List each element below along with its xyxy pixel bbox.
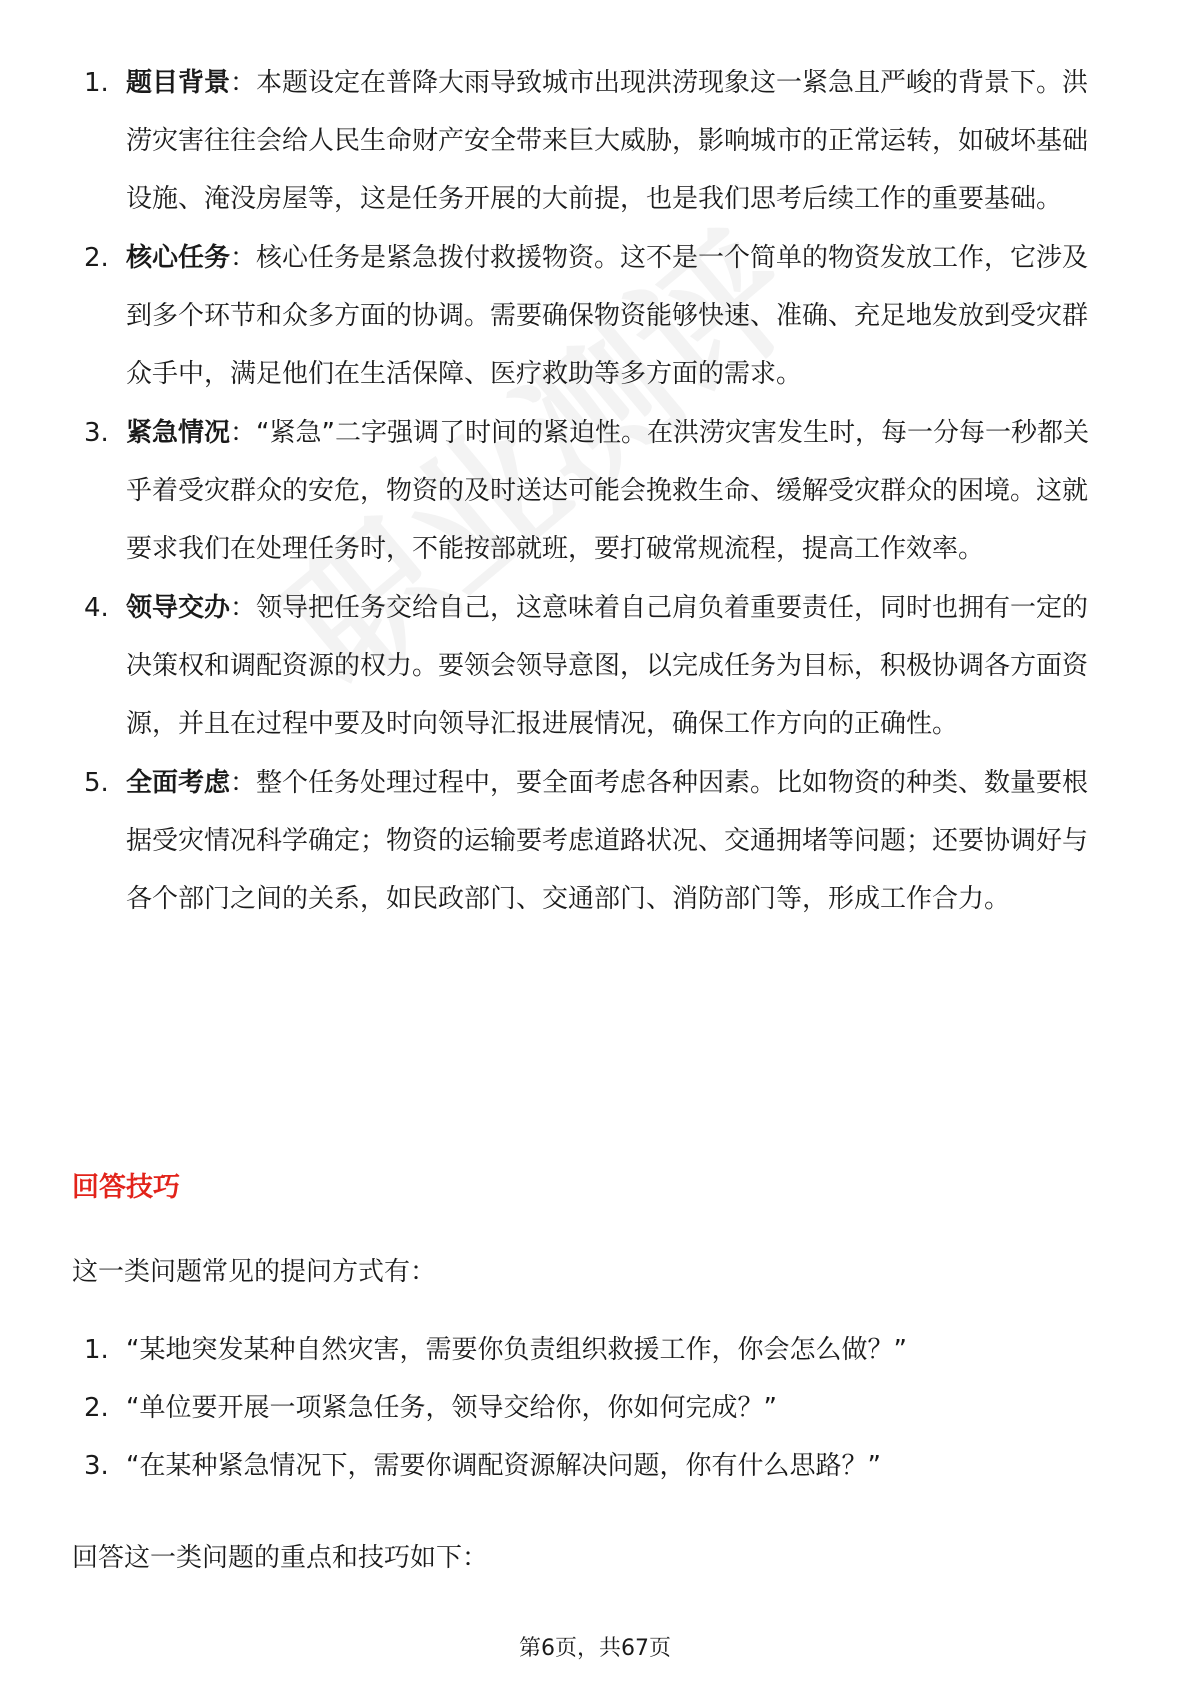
list-text: ：整个任务处理过程中，要全面考虑各种因素。比如物资的种类、数量要根据受灾情况科学确定；物资的运输要考虑道路状况、交通拥堵等问题；还要协调好与各个部门之间的关系，如民政部门、交通部门、消防部门等，形成工作合力。 [126,768,1089,914]
list-text: ：本题设定在普降大雨导致城市出现洪涝现象这一紧急且严峻的背景下。洪涝灾害往往会给人民生命财产安全带来巨大威胁，影响城市的正常运转，如破坏基础设施、淹没房屋等，这是任务开展的大前提，也是我们思考后续工作的重要基础。 [126,68,1089,214]
list-item [72,1388,1112,1428]
list-number: 3. [84,1451,109,1481]
list-item [72,54,1112,228]
list-number: 2. [84,243,109,273]
list-term: 核心任务 [126,243,231,273]
list-term: 紧急情况 [126,418,231,448]
list-term: 题目背景 [126,68,231,98]
list-text: “在某种紧急情况下，需要你调配资源解决问题，你有什么思路？” [126,1451,881,1481]
list-text: “单位要开展一项紧急任务，领导交给你，你如何完成？” [126,1393,777,1423]
list-item [72,1330,1112,1370]
list-term: 领导交办 [126,593,231,623]
page-footer: 第6页，共67页 [519,1636,671,1661]
list-item [72,229,1112,403]
list-term: 全面考虑 [126,768,231,798]
list-item [72,1446,1112,1486]
list-number: 1. [84,1335,109,1365]
list-number: 2. [84,1393,109,1423]
list-item [72,579,1112,753]
outro-paragraph: 回答这一类问题的重点和技巧如下： [72,1543,489,1573]
section-heading: 回答技巧 [72,1172,180,1203]
list-number: 5. [84,768,109,798]
list-number: 1. [84,68,109,98]
list-text: ：核心任务是紧急拨付救援物资。这不是一个简单的物资发放工作，它涉及到多个环节和众多方面的协调。需要确保物资能够快速、准确、充足地发放到受灾群众手中，满足他们在生活保障、医疗救助等多方面的需求。 [126,243,1089,389]
list-item [72,754,1112,928]
list-number: 3. [84,418,109,448]
list-item [72,404,1112,578]
intro-paragraph: 这一类问题常见的提问方式有： [72,1257,437,1287]
background-list [72,54,1112,928]
list-text: “某地突发某种自然灾害，需要你负责组织救援工作，你会怎么做？” [126,1335,907,1365]
list-text: ：“紧急”二字强调了时间的紧迫性。在洪涝灾害发生时，每一分每一秒都关乎着受灾群众的安危，物资的及时送达可能会挽救生命、缓解受灾群众的困境。这就要求我们在处理任务时，不能按部就班，要打破常规流程，提高工作效率。 [126,418,1089,564]
question-list [72,1330,1112,1504]
list-number: 4. [84,593,109,623]
list-text: ：领导把任务交给自己，这意味着自己肩负着重要责任，同时也拥有一定的决策权和调配资源的权力。要领会领导意图，以完成任务为目标，积极协调各方面资源，并且在过程中要及时向领导汇报进展情况，确保工作方向的正确性。 [126,593,1089,739]
